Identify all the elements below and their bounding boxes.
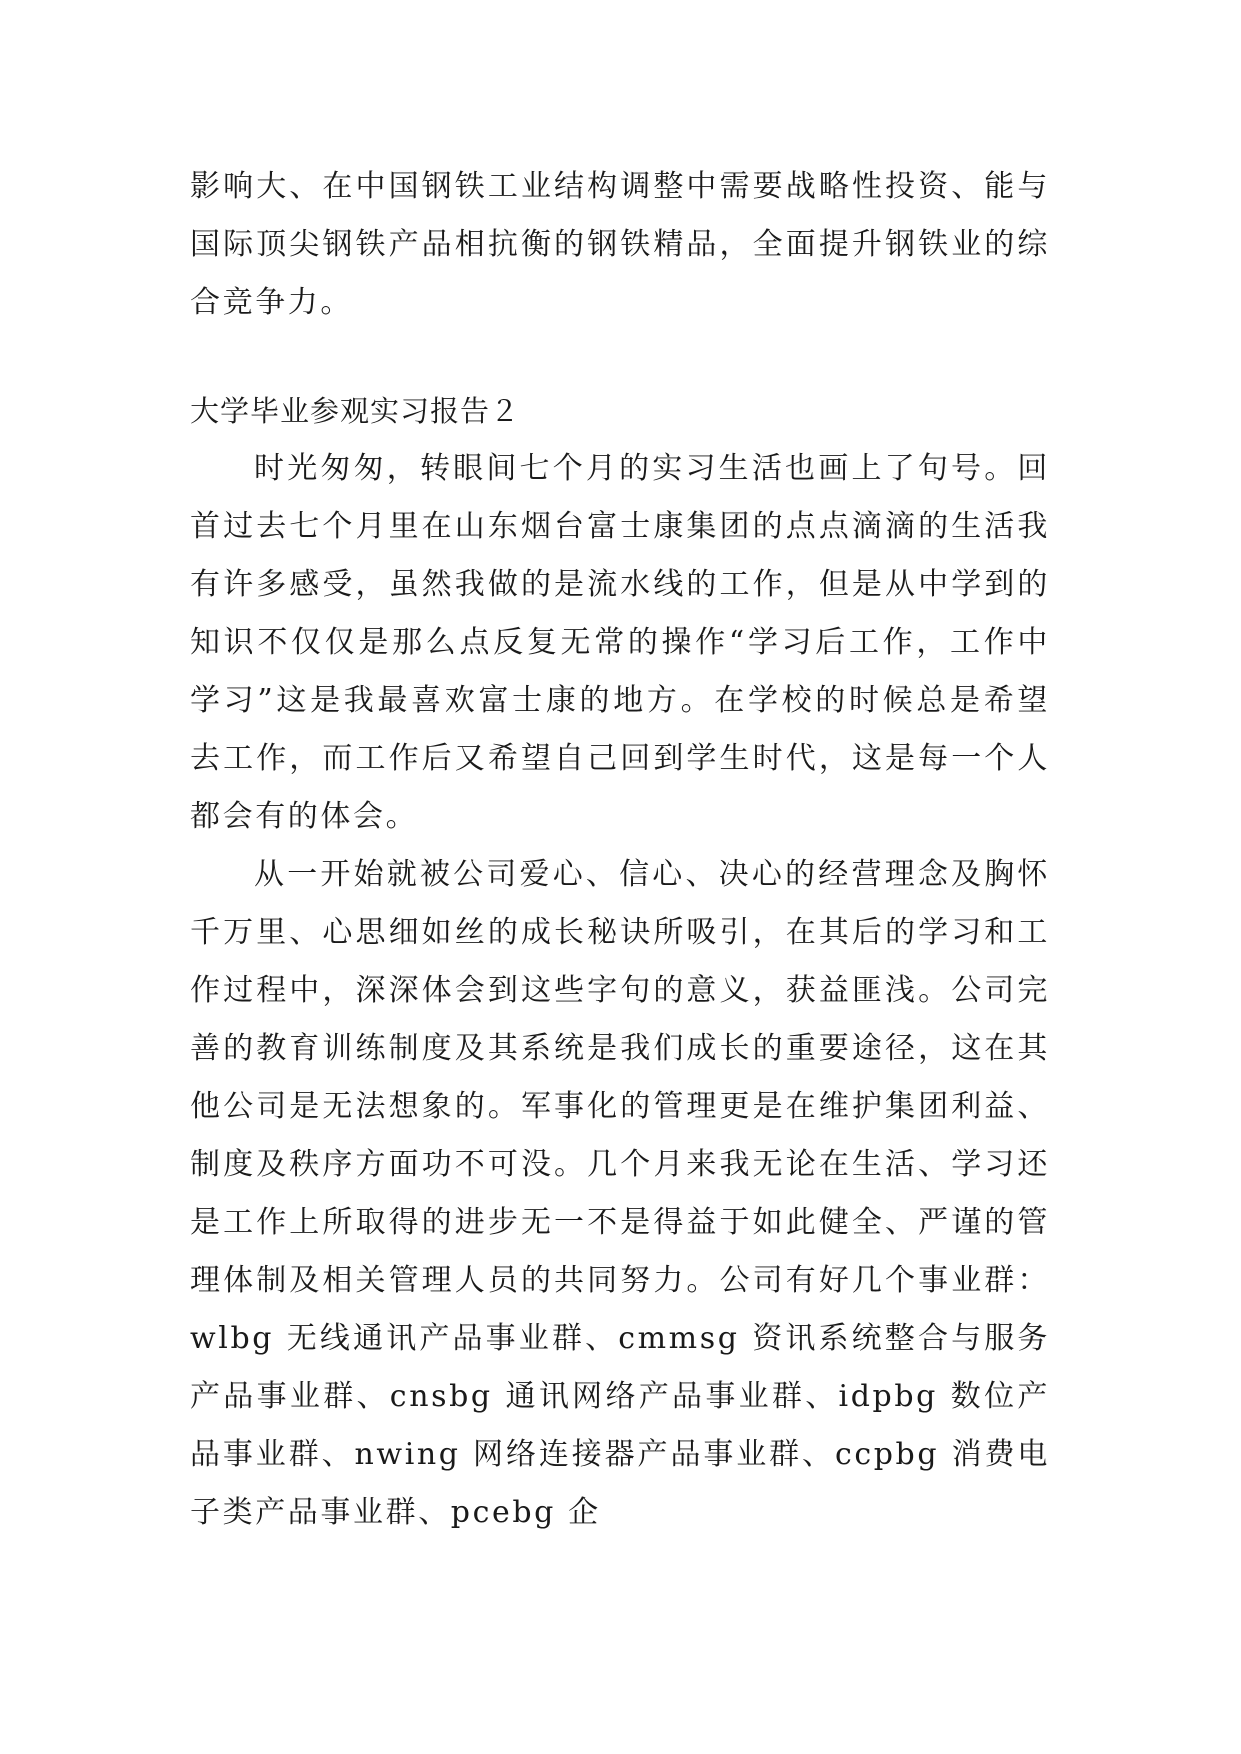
paragraph-1: 时光匆匆，转眼间七个月的实习生活也画上了句号。回首过去七个月里在山东烟台富士康集团的点点滴滴的生活我有许多感受，虽然我做的是流水线的工作，但是从中学到的知识不仅仅是那么点反复无常的操作“学习后工作，工作中学习”这是我最喜欢富士康的地方。在学校的时候总是希望去工作，而工作后又希望自己回到学生时代，这是每一个人都会有的体会。 — [190, 451, 1050, 834]
paragraph-2: 从一开始就被公司爱心、信心、决心的经营理念及胸怀千万里、心思细如丝的成长秘诀所吸引，在其后的学习和工作过程中，深深体会到这些字句的意义，获益匪浅。公司完善的教育训练制度及其系统是我们成长的重要途径，这在其他公司是无法想象的。军事化的管理更是在维护集团利益、制度及秩序方面功不可没。几个月来我无论在生活、学习还是工作上所取得的进步无一不是得益于如此健全、严谨的管理体制及相关管理人员的共同努力。公司有好几个事业群：wlbg 无线通讯产品事业群、cmmsg 资讯系统整合与服务产品事业群、cnsbg 通讯网络产品事业群、idpbg 数位产品事业群、nwing 网络连接器产品事业群、ccpbg 消费电子类产品事业群、pcebg 企 — [190, 857, 1050, 1530]
document-body — [190, 158, 1050, 1542]
section-title: 大学毕业参观实习报告２ — [190, 394, 521, 428]
paragraph-continued: 影响大、在中国钢铁工业结构调整中需要战略性投资、能与国际顶尖钢铁产品相抗衡的钢铁精品，全面提升钢铁业的综合竞争力。 — [190, 169, 1050, 320]
